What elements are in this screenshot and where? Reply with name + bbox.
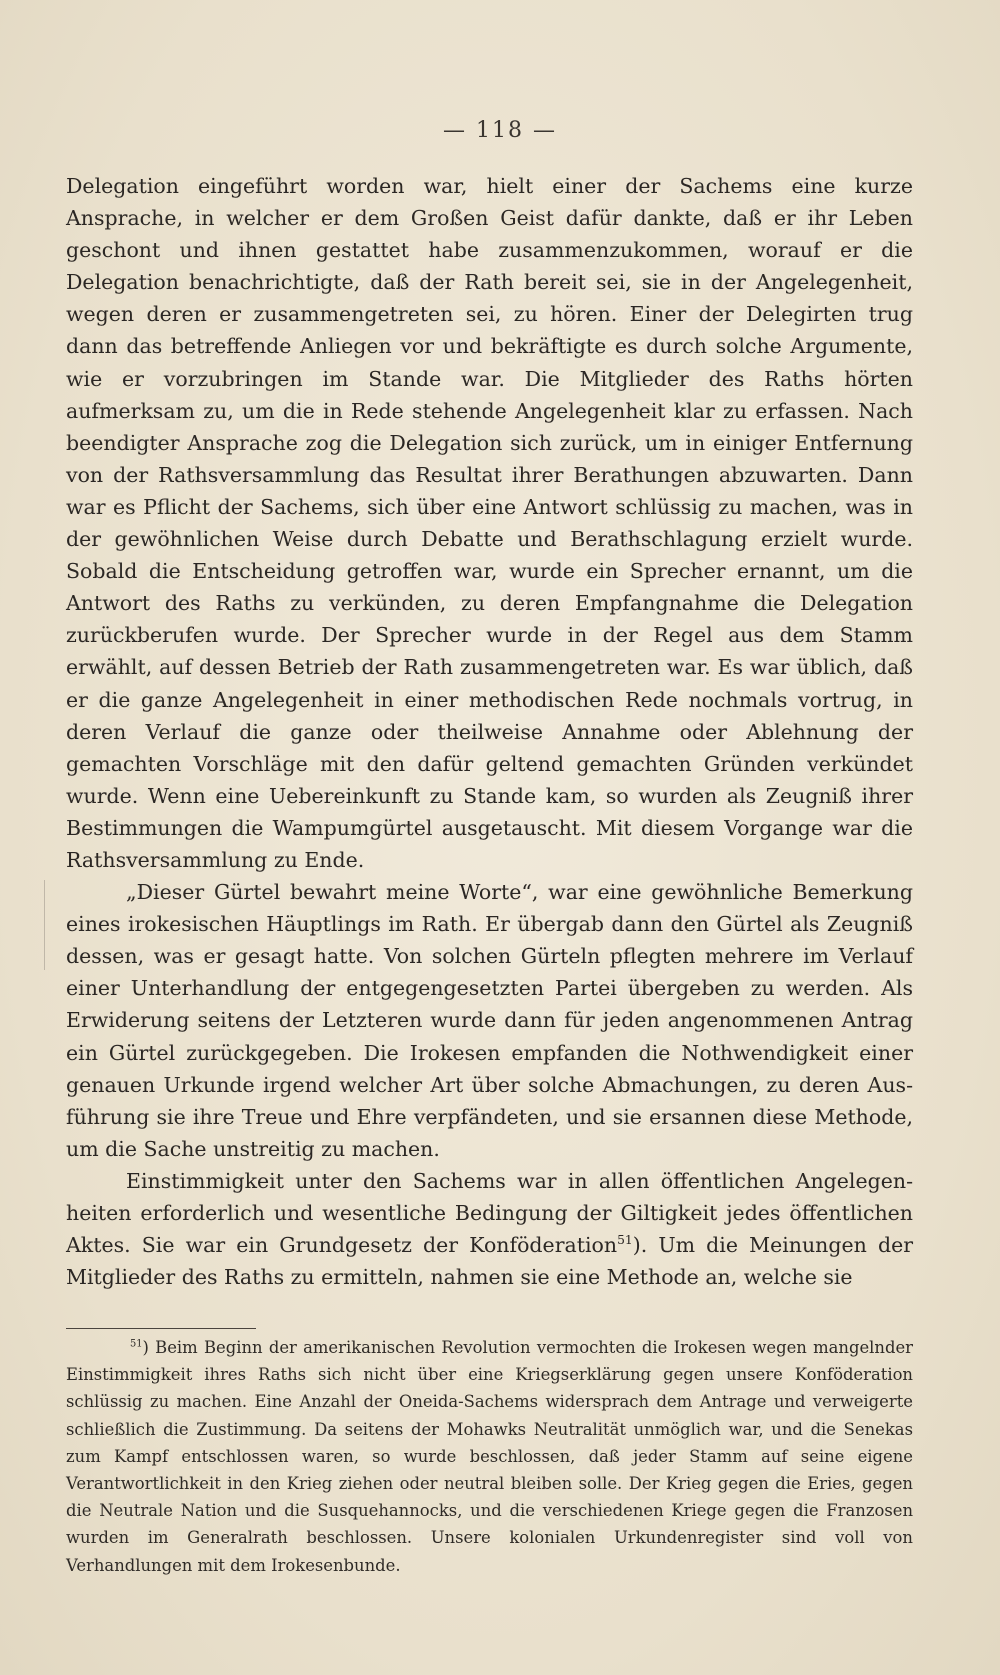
paragraph-3-text-after-reference: ). Um die Meinungen der Mitglieder des Raths zu ermitteln, nahmen sie eine Methode an, welche sie — [66, 1233, 914, 1290]
footnote-reference[interactable]: 51 — [617, 1233, 633, 1248]
paragraph-2: „Dieser Gürtel bewahrt meine Worte“, war eine gewöhnliche Bemerkung eines irokesischen Häuptlings im Rath. Er übergab dann den Gürtel als Zeugniß dessen, was er gesagt hatte. Von solchen Gürteln pflegten mehrere im Verlauf einer Unterhandlung der entgegengesetzten Partei übergeben zu werden. Als Erwiderung seitens der Letzteren wurde dann für jeden angenommenen Antrag ein Gürtel zurückgegeben. Die Irokesen empfanden die Nothwendigkeit einer genauen Urkunde irgend welcher Art über solche Abmachungen, zu deren Ausführung sie ihre Treue und Ehre verpfändeten, und sie ersannen diese Methode, um die Sache unstreitig zu machen. — [66, 880, 913, 1161]
paragraph-3 — [66, 1165, 913, 1293]
margin-pencil-mark — [44, 880, 45, 970]
main-text — [66, 170, 913, 1293]
footnote — [66, 1334, 913, 1579]
footnote-marker: 51 — [130, 1338, 143, 1350]
footnote-separator-rule — [66, 1328, 256, 1329]
footnote-text: ) Beim Beginn der amerikanischen Revolution vermochten die Irokesen wegen mangelnder Einstimmigkeit ihres Raths sich nicht über eine Kriegserklärung gegen unsere Konföderation schlüssig zu machen. Eine Anzahl der Oneida-Sachems widersprach dem Antrage und verweigerte schließlich die Zustimmung. Da seitens der Mohawks Neutralität unmöglich war, und die Senekas zum Kampf entschlossen waren, so wurde beschlossen, daß jeder Stamm auf seine eigene Verantwortlichkeit in den Krieg ziehen oder neutral bleiben solle. Der Krieg gegen die Eries, gegen die Neutrale Nation und die Susquehannocks, und die verschiedenen Kriege gegen die Franzosen wurden im Generalrath beschlossen. Unsere kolonialen Urkundenregister sind voll von Verhandlungen mit dem Irokesenbunde. — [66, 1338, 913, 1575]
paragraph-1: Delegation eingeführt worden war, hielt einer der Sachems eine kurze Ansprache, in welcher er dem Großen Geist dafür dankte, daß er ihr Leben geschont und ihnen gestattet habe zusammenzukommen, worauf er die Delegation benachrichtigte, daß der Rath bereit sei, sie in der Angelegenheit, wegen deren er zusammengetreten sei, zu hören. Einer der Delegirten trug dann das betreffende Anliegen vor und bekräftigte es durch solche Argumente, wie er vorzubringen im Stande war. Die Mitglieder des Raths hörten aufmerksam zu, um die in Rede stehende Angelegenheit klar zu erfassen. Nach beendigter Ansprache zog die Delegation sich zurück, um in einiger Entfernung von der Rathsversammlung das Resultat ihrer Berathungen abzuwarten. Dann war es Pflicht der Sachems, sich über eine Antwort schlüssig zu machen, was in der gewöhnlichen Weise durch Debatte und Berathschlagung erzielt wurde. Sobald die Entscheidung getroffen war, wurde ein Sprecher ernannt, um die Antwort des Raths zu verkünden, zu deren Empfangnahme die Delegation zurückberufen wurde. Der Sprecher wurde in der Regel aus dem Stamm erwählt, auf dessen Betrieb der Rath zusammengetreten war. Es war üblich, daß er die ganze Angelegenheit in einer methodischen Rede nochmals vortrug, in deren Verlauf die ganze oder theilweise Annahme oder Ablehnung der gemachten Vorschläge mit den dafür geltend gemachten Gründen verkündet wurde. Wenn eine Uebereinkunft zu Stande kam, so wurden als Zeugniß ihrer Bestimmungen die Wampumgürtel ausgetauscht. Mit diesem Vorgange war die Rathsversammlung zu Ende. — [66, 174, 913, 872]
footnote-51 — [66, 1334, 913, 1579]
paragraph-3-text-before-reference: Einstimmigkeit unter den Sachems war in allen öffentlichen Angelegenheiten erforderlich und wesentliche Bedingung der Giltigkeit jedes öffentlichen Aktes. Sie war ein Grundgesetz der Konföderation — [66, 1168, 913, 1258]
page-number: — 118 — — [443, 118, 557, 143]
